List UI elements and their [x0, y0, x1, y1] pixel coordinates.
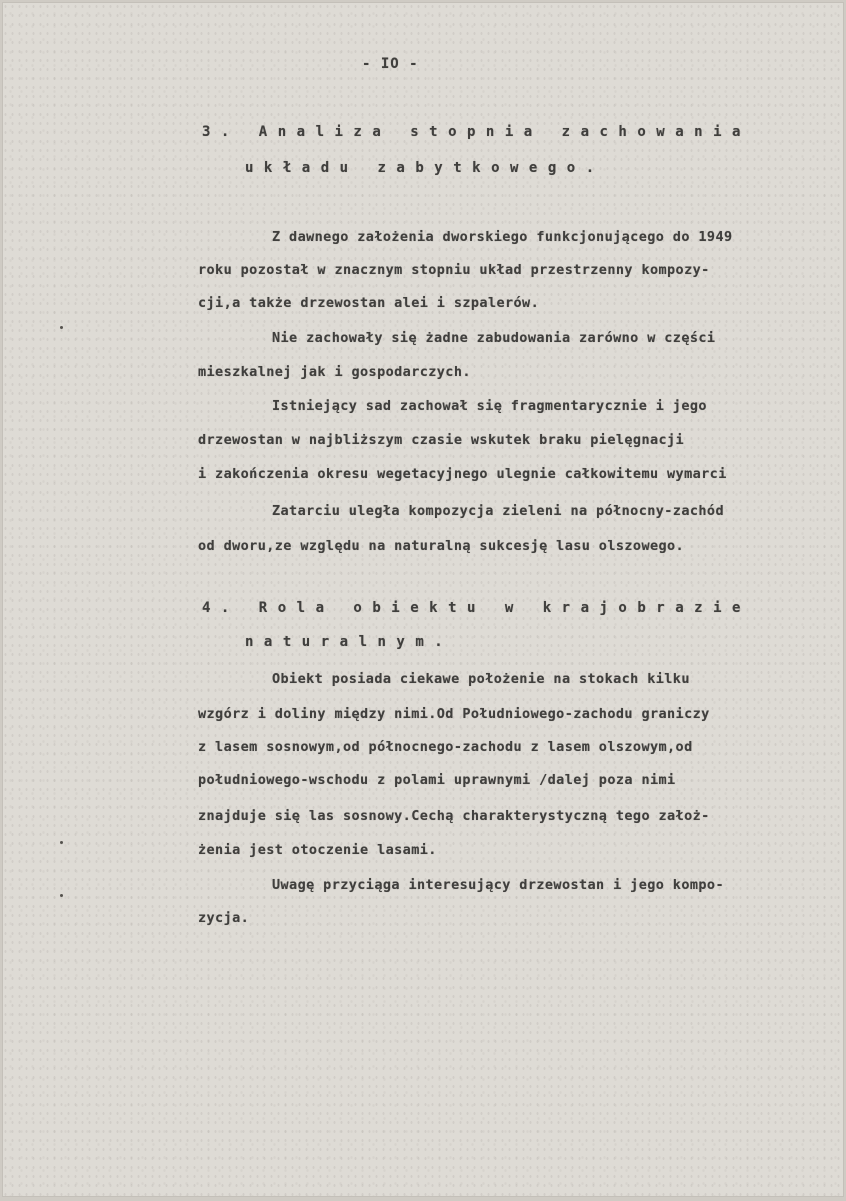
section-3-line: Z dawnego założenia dworskiego funkcjonującego do 1949 — [272, 229, 733, 245]
section-3-heading-line-1: 3. Analiza stopnia zachowania — [202, 124, 751, 140]
section-4-line: wzgórz i doliny między nimi.Od Południowego-zachodu graniczy — [198, 706, 710, 722]
section-3-line: mieszkalnej jak i gospodarczych. — [198, 364, 471, 380]
section-3-line: roku pozostał w znacznym stopniu układ przestrzenny kompozy- — [198, 262, 710, 278]
section-3-line: od dworu,ze względu na naturalną sukcesję lasu olszowego. — [198, 538, 685, 554]
section-4-line: z lasem sosnowym,od północnego-zachodu z lasem olszowym,od — [198, 739, 693, 755]
page-number: - IO - — [362, 56, 419, 72]
margin-mark — [60, 326, 63, 329]
section-4-line: żenia jest otoczenie lasami. — [198, 842, 437, 858]
document-page — [2, 2, 844, 1197]
section-4-line: znajduje się las sosnowy.Cechą charakterystyczną tego założ- — [198, 808, 710, 824]
margin-mark — [60, 894, 63, 897]
section-3-line: Zatarciu uległa kompozycja zieleni na północny-zachód — [272, 503, 724, 519]
section-3-line: i zakończenia okresu wegetacyjnego ulegnie całkowitemu wymarci — [198, 466, 727, 482]
section-4-line: zycja. — [198, 910, 250, 926]
section-4-line: południowego-wschodu z polami uprawnymi /dalej poza nimi — [198, 772, 676, 788]
section-3-line: cji,a także drzewostan alei i szpalerów. — [198, 295, 540, 311]
section-3-heading-line-2: układu zabytkowego. — [245, 160, 605, 176]
section-3-line: Istniejący sad zachował się fragmentarycznie i jego — [272, 398, 707, 414]
section-4-line: Obiekt posiada ciekawe położenie na stokach kilku — [272, 671, 690, 687]
section-3-line: Nie zachowały się żadne zabudowania zarówno w części — [272, 330, 716, 346]
section-3-line: drzewostan w najbliższym czasie wskutek braku pielęgnacji — [198, 432, 685, 448]
section-4-heading-line-2: naturalnym. — [245, 634, 454, 650]
section-4-line: Uwagę przyciąga interesujący drzewostan i jego kompo- — [272, 877, 724, 893]
margin-mark — [60, 841, 63, 844]
section-4-heading-line-1: 4. Rola obiektu w krajobrazie — [202, 600, 751, 616]
